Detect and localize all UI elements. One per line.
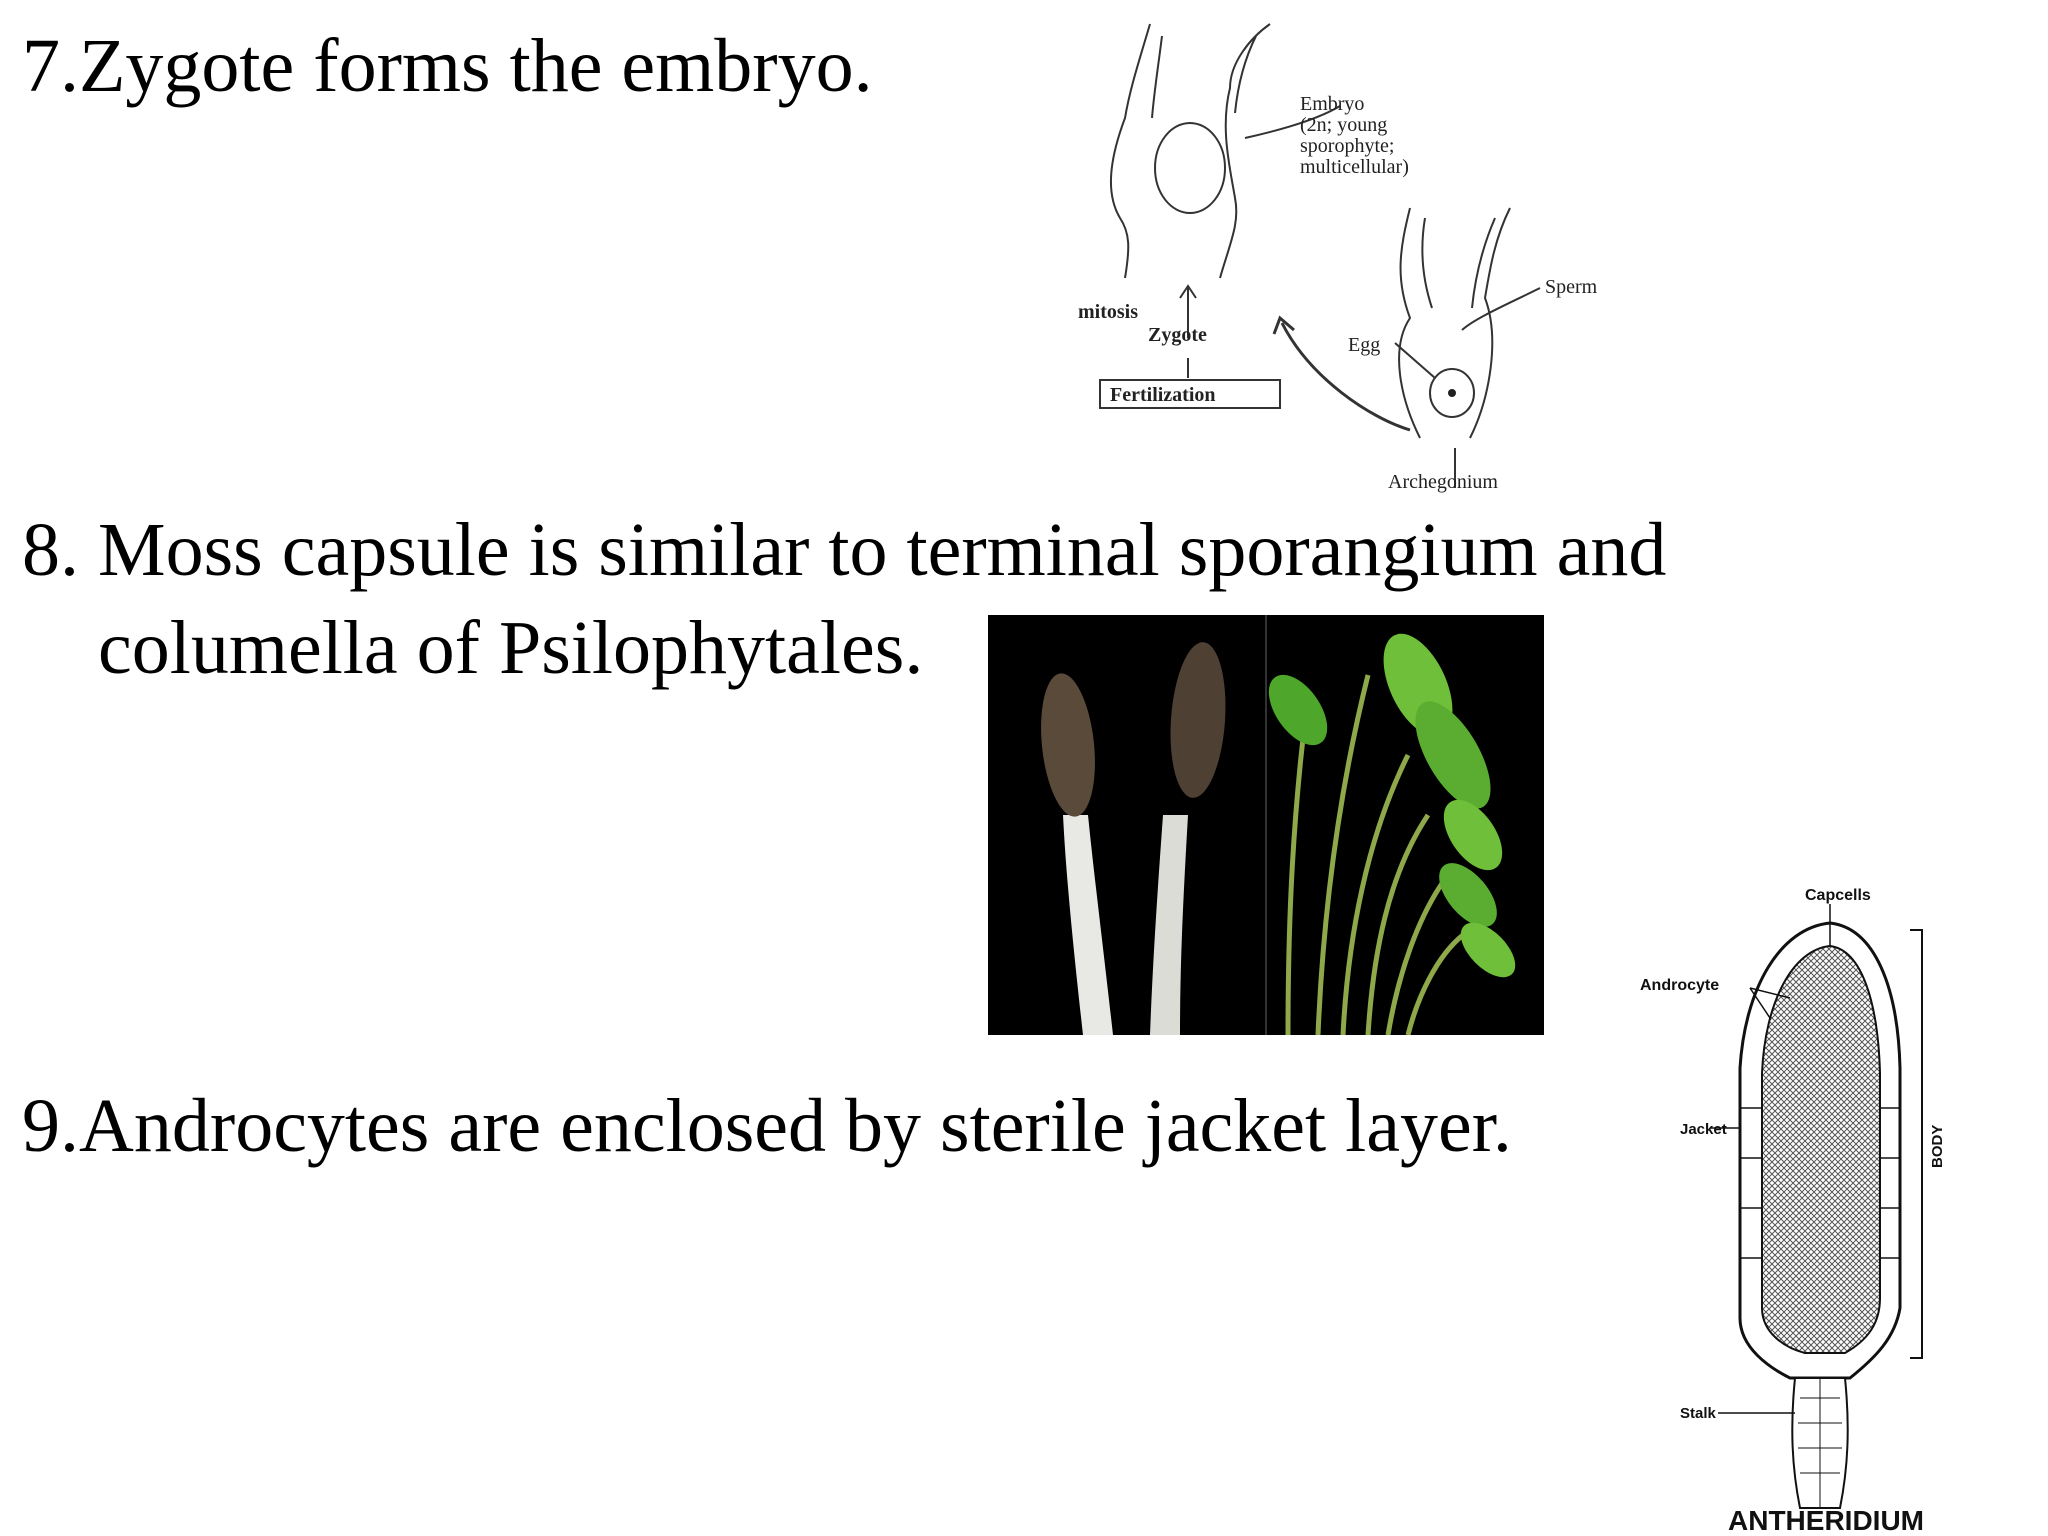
point-9-text: 9.Androcytes are enclosed by sterile jacket layer. [22, 1084, 1512, 1168]
embryo-label-line2: (2n; young [1300, 114, 1388, 136]
stalk-label: Stalk [1680, 1405, 1716, 1422]
capcells-label: Capcells [1805, 887, 1871, 904]
body-label: BODY [1929, 1124, 1946, 1168]
egg-label: Egg [1348, 334, 1381, 356]
androcyte-label: Androcyte [1640, 977, 1720, 994]
antheridium-title: ANTHERIDIUM [1728, 1505, 1924, 1536]
antheridium-diagram [1640, 868, 1970, 1536]
point-8-text-line-2: columella of Psilophytales. [98, 606, 924, 690]
svg-text:Embryo (2n; young spor [1300, 93, 1409, 178]
embryo-label-line3: sporophyte; [1300, 135, 1395, 157]
embryo-diagram [1070, 18, 1630, 503]
embryo-label-line1: Embryo [1300, 93, 1365, 115]
jacket-label: Jacket [1680, 1121, 1727, 1138]
mitosis-label: mitosis [1078, 301, 1138, 323]
point-7-text: 7.Zygote forms the embryo. [22, 24, 873, 108]
zygote-label: Zygote [1148, 324, 1207, 346]
archegonium-label: Archegonium [1388, 471, 1498, 493]
embryo-label-line4: multicellular) [1300, 156, 1409, 178]
fertilization-label: Fertilization [1110, 384, 1216, 406]
sperm-label: Sperm [1545, 276, 1598, 298]
moss-capsule-photo [988, 615, 1544, 1035]
point-8-text-line-1: 8. Moss capsule is similar to terminal sporangium and [22, 508, 1667, 592]
